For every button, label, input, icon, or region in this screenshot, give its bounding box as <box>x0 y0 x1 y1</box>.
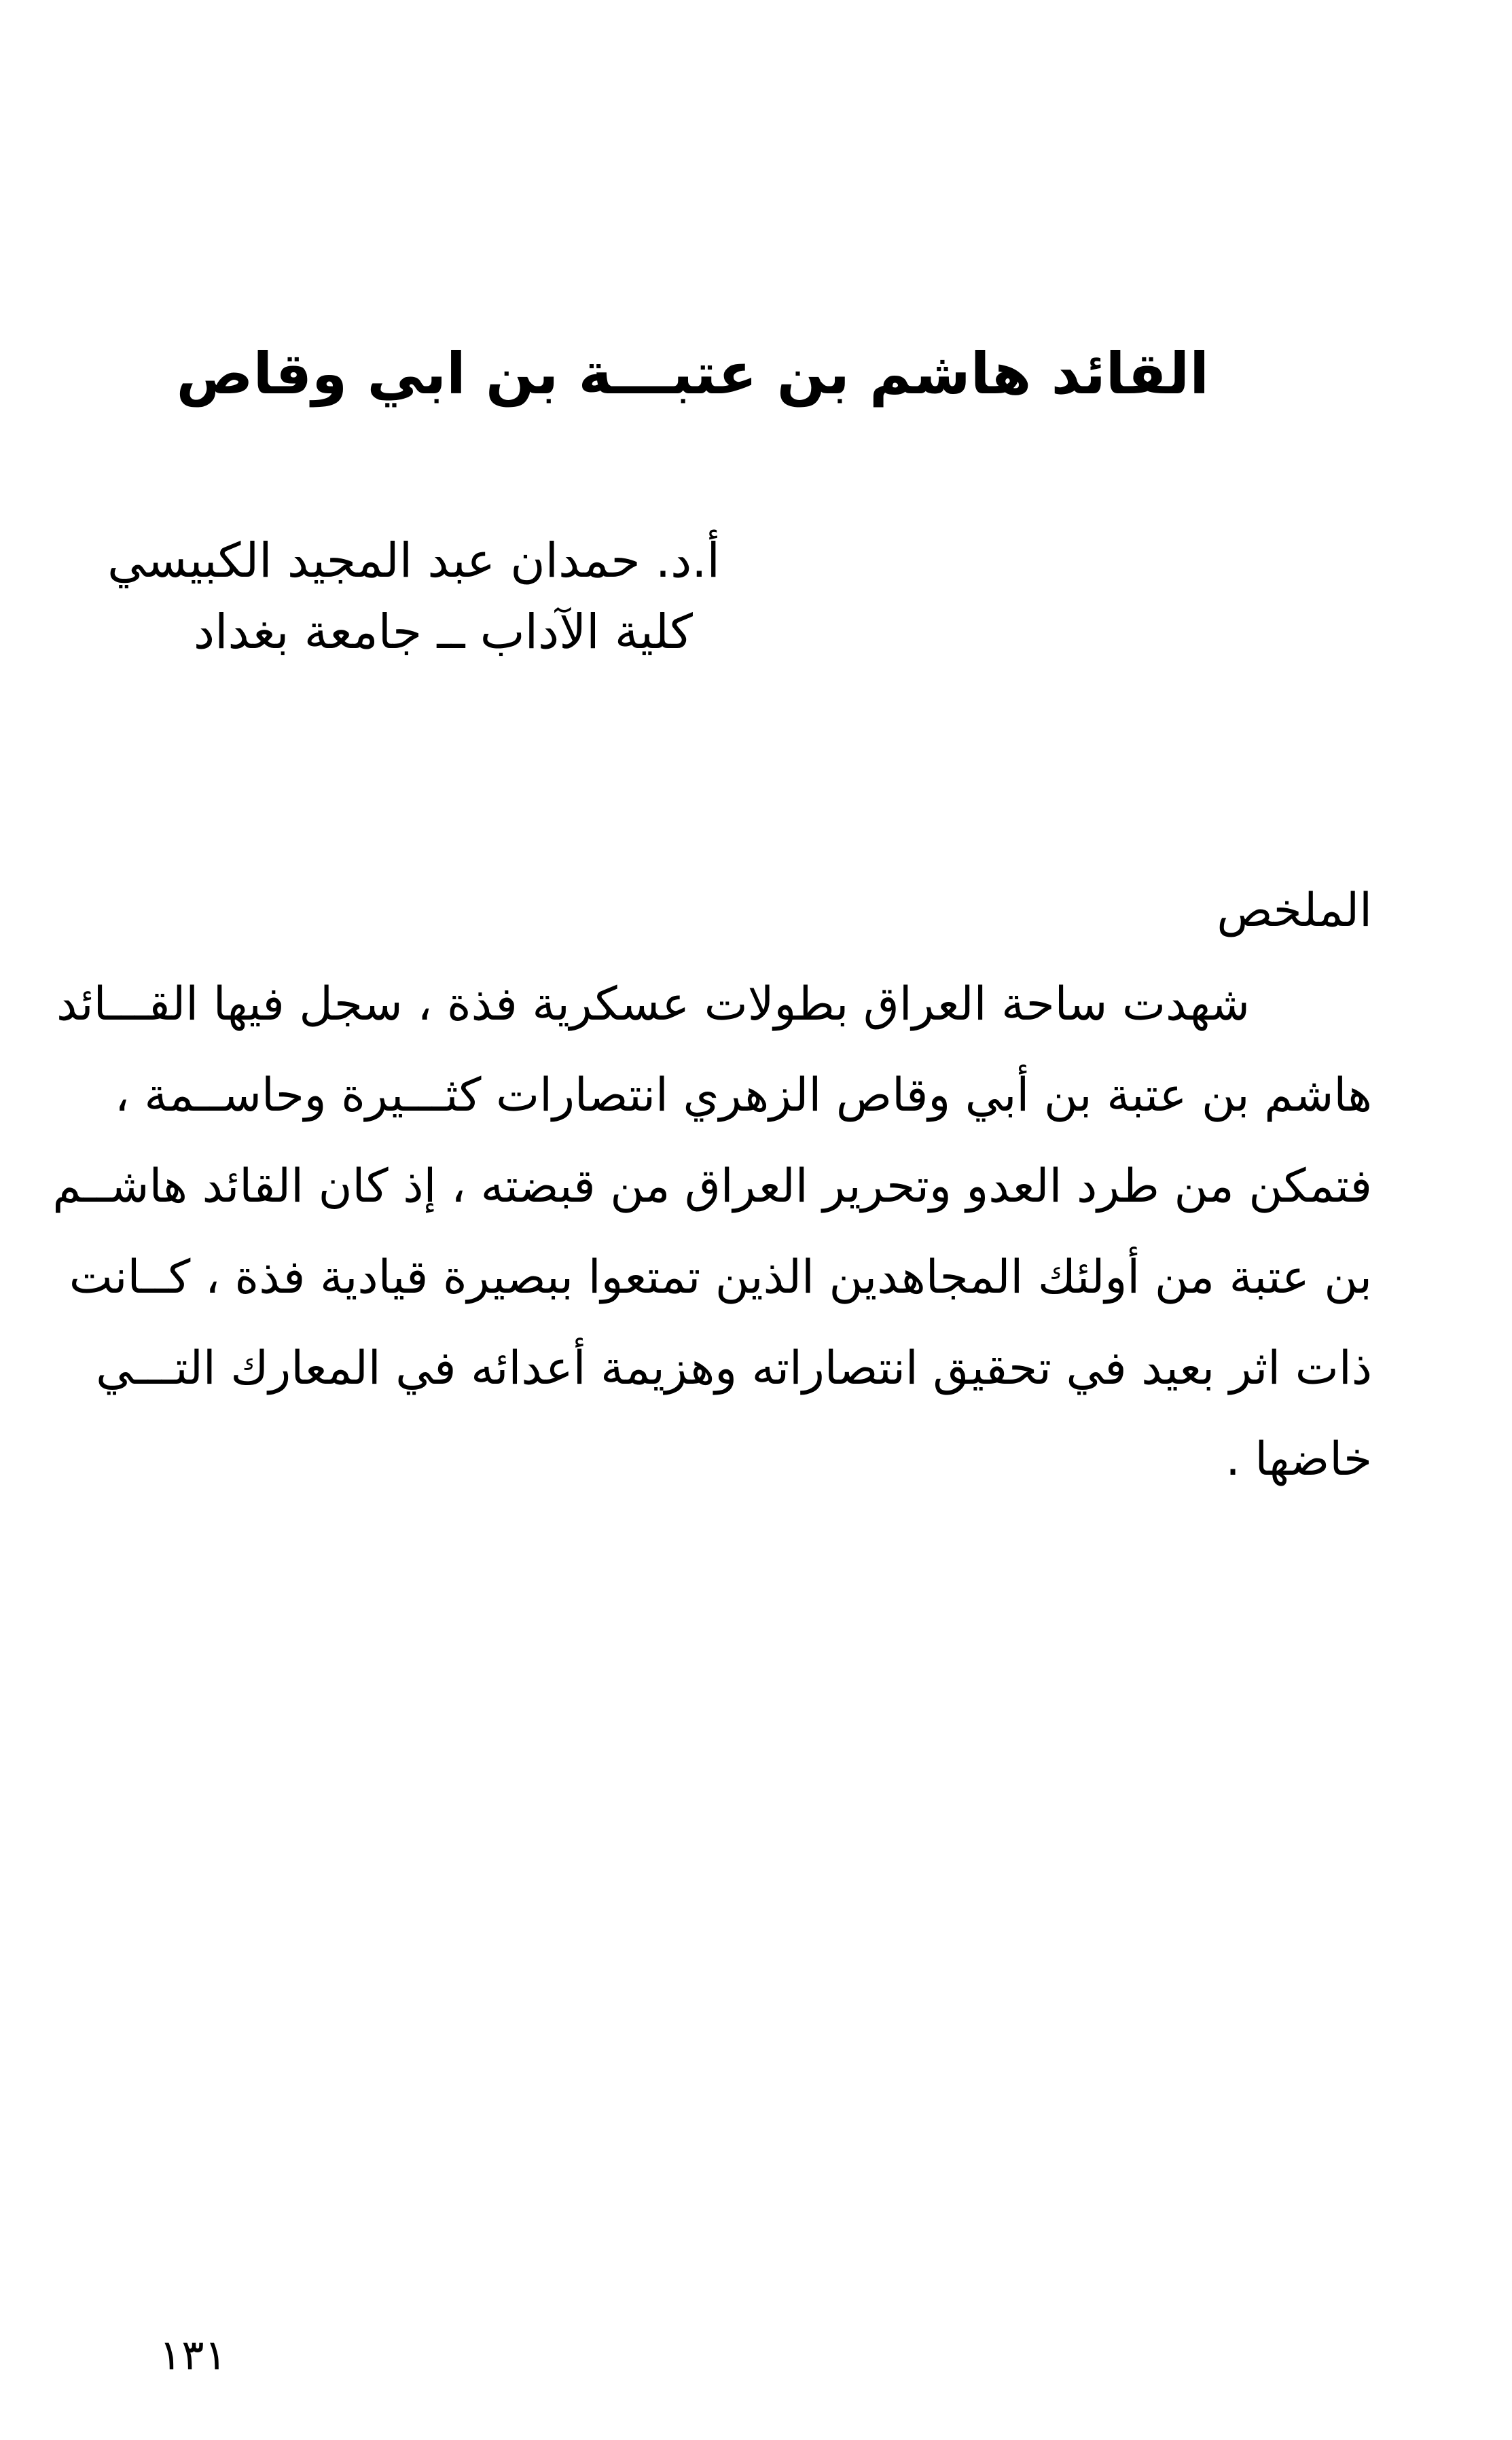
abstract-line: ذات اثر بعيد في تحقيق انتصاراته وهزيمة أعدائه في المعارك التـــي <box>96 1341 1372 1395</box>
abstract-line: خاضها . <box>1225 1432 1372 1486</box>
abstract-heading: الملخص <box>1217 884 1372 937</box>
author-affiliation: كلية الآداب ــ جامعة بغداد <box>193 604 693 660</box>
abstract-section <box>52 883 1372 1505</box>
abstract-line: بن عتبة من أولئك المجاهدين الذين تمتعوا ببصيرة قيادية فذة ، كــانت <box>69 1250 1372 1304</box>
paper-title: القائد هاشم بن عتبـــة بن ابي وقاص <box>176 340 1209 407</box>
page-number: ١٣١ <box>159 2330 227 2380</box>
abstract-line: شهدت ساحة العراق بطولات عسكرية فذة ، سجل فيها القـــائد <box>56 977 1250 1031</box>
abstract-line: هاشم بن عتبة بن أبي وقاص الزهري انتصارات كثـــيرة وحاســمة ، <box>114 1068 1372 1122</box>
abstract-line: فتمكن من طرد العدو وتحرير العراق من قبضته ، إذ كان القائد هاشــم <box>52 1159 1372 1213</box>
author-name: أ.د. حمدان عبد المجيد الكبيسي <box>107 533 720 588</box>
author-block <box>107 530 720 663</box>
